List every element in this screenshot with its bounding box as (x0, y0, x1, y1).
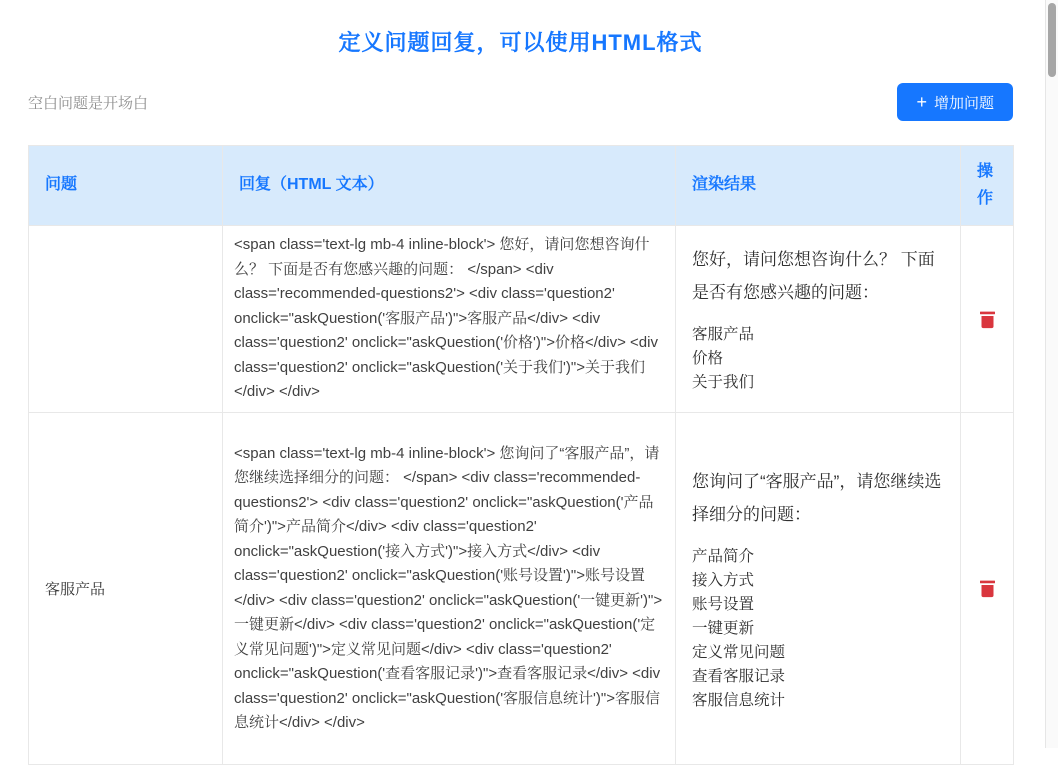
rendered-result-cell (676, 413, 961, 765)
add-question-button[interactable] (897, 83, 1013, 121)
rendered-question-list (692, 323, 944, 395)
reply-html-cell: <span class='text-lg mb-4 inline-block'> 您询问了“客服产品”，请您继续选择细分的问题： </span> <div class='recommended-questions2'> <div class='question2' onclick="askQuestion('产品简介')">产品简介</div> <div class='question2' onclick="askQuestion('接入方式')">接入方式</div> <div class='question2' onclick="askQuestion('账号设置')">账号设置</div> <div class='question2' onclick="askQuestion('一键更新')">一键更新</div> <div class='question2' onclick="askQuestion('定义常见问题')">定义常见问题</div> <div class='question2' onclick="askQuestion('查看客服记录')">查看客服记录</div> <div class='question2' onclick="askQuestion('客服信息统计')">客服信息统计</div> </div> (223, 413, 676, 765)
toolbar (28, 83, 1013, 121)
column-header-reply-html: 回复（HTML 文本） (223, 146, 676, 226)
table-row (29, 413, 1014, 765)
plus-icon: + (916, 92, 927, 112)
delete-row-button[interactable] (975, 574, 1000, 602)
trash-icon (979, 317, 996, 332)
reply-html-cell: <span class='text-lg mb-4 inline-block'> 您好，请问您想咨询什么？ 下面是否有您感兴趣的问题： </span> <div class='recommended-questions2'> <div class='question2' onclick="askQuestion('客服产品')">客服产品</div> <div class='question2' onclick="askQuestion('价格')">价格</div> <div class='question2' onclick="askQuestion('关于我们')">关于我们</div> </div> (223, 226, 676, 413)
rendered-question-item: 客服产品 (692, 326, 755, 343)
rendered-intro: 您好，请问您想咨询什么？ 下面是否有您感兴趣的问题： (692, 250, 935, 302)
action-cell (961, 226, 1014, 413)
rendered-question-item: 一键更新 (692, 619, 755, 637)
trash-icon (979, 586, 996, 601)
column-header-action: 操作 (961, 146, 1014, 226)
rendered-result-cell (676, 226, 961, 413)
rendered-question-item: 账号设置 (692, 595, 755, 613)
page-title: 定义问题回复，可以使用HTML格式 (338, 30, 703, 55)
questions-table (28, 145, 1014, 765)
delete-row-button[interactable] (975, 305, 1000, 333)
rendered-question-item: 价格 (692, 350, 724, 367)
scrollbar-track[interactable] (1045, 0, 1058, 748)
column-header-render-result: 渲染结果 (676, 146, 961, 226)
action-cell (961, 413, 1014, 765)
rendered-question-item: 关于我们 (692, 374, 755, 391)
add-question-label: 增加问题 (933, 94, 994, 112)
table-row (29, 226, 1014, 413)
rendered-intro: 您询问了“客服产品”，请您继续选择细分的问题： (692, 471, 942, 524)
rendered-question-list (692, 545, 944, 713)
rendered-question-item: 查看客服记录 (692, 667, 786, 685)
question-cell (29, 226, 223, 413)
main-content (28, 0, 1013, 765)
table-header-row (29, 146, 1014, 226)
rendered-question-item: 产品简介 (692, 547, 755, 565)
rendered-question-item: 定义常见问题 (692, 643, 786, 661)
scrollbar-thumb[interactable] (1048, 3, 1056, 77)
opening-note: 空白问题是开场白 (28, 94, 149, 112)
rendered-question-item: 客服信息统计 (692, 691, 786, 709)
column-header-question: 问题 (29, 146, 223, 226)
question-cell: 客服产品 (29, 413, 223, 765)
rendered-question-item: 接入方式 (692, 571, 755, 589)
